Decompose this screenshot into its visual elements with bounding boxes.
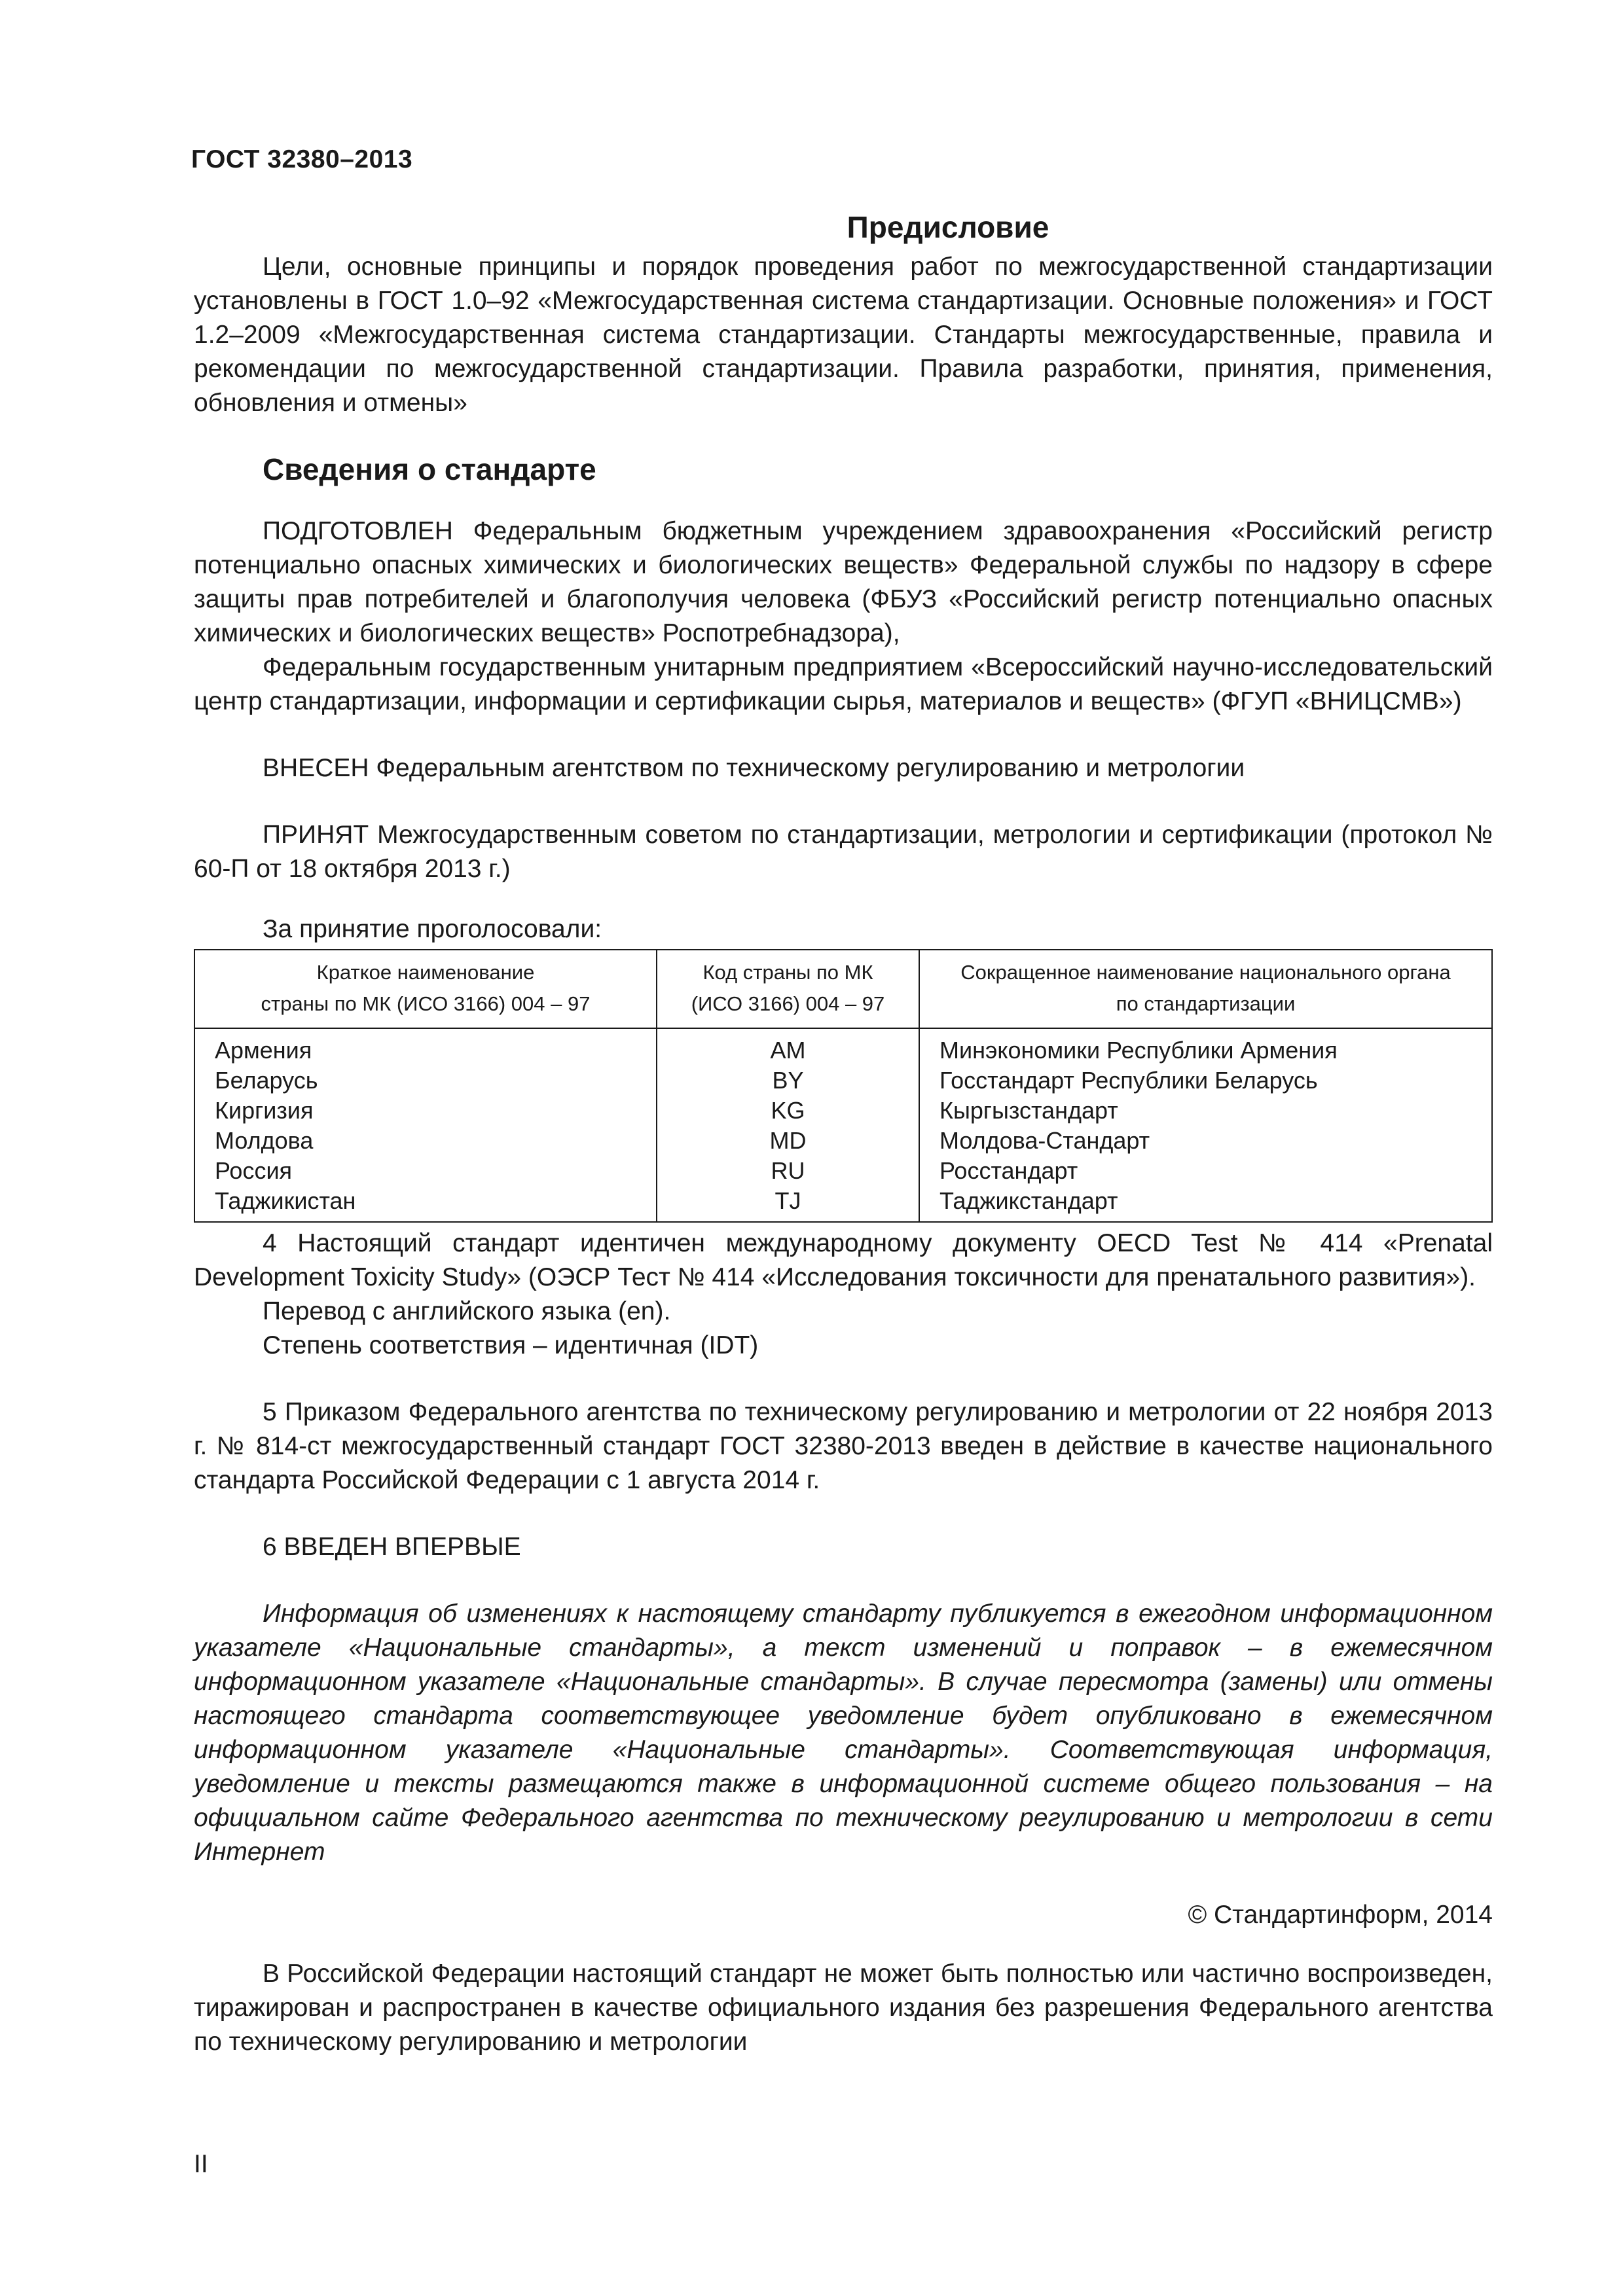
table-row (194, 1156, 1492, 1186)
country-name: Молдова (194, 1126, 657, 1156)
country-name: Таджикистан (194, 1186, 657, 1222)
national-body: Минэкономики Республики Армения (919, 1028, 1492, 1066)
table-row (194, 1096, 1492, 1126)
prepared-paragraph-1: ПОДГОТОВЛЕН Федеральным бюджетным учреждением здравоохранения «Российский регистр потенциально опасных химических и биологических веществ» Федеральной службы по надзору в сфере защиты прав потребителей и благополучия человека (ФБУЗ «Российский регистр потенциально опасных химических и биологических веществ» Роспотребнадзора), (194, 517, 1493, 647)
header-country-name-line1: Краткое наименование (316, 961, 535, 984)
country-name: Армения (194, 1028, 657, 1066)
country-code: BY (657, 1066, 919, 1096)
vote-label: За принятие проголосовали: (263, 915, 602, 943)
table-row (194, 1028, 1492, 1066)
introduced-paragraph: ВНЕСЕН Федеральным агентством по техническому регулированию и метрологии (263, 754, 1245, 782)
country-name: Беларусь (194, 1066, 657, 1096)
table-row (194, 1186, 1492, 1222)
header-country-code-line1: Код страны по МК (702, 961, 873, 984)
copyright-line: © Стандартинформ, 2014 (1188, 1901, 1493, 1929)
vote-table (194, 949, 1493, 1223)
country-code: MD (657, 1126, 919, 1156)
adopted-paragraph: ПРИНЯТ Межгосударственным советом по стандартизации, метрологии и сертификации (протокол № 60-П от 18 октября 2013 г.) (194, 821, 1493, 883)
country-code: RU (657, 1156, 919, 1186)
header-country-name-line2: страны по МК (ИСО 3166) 004 – 97 (261, 992, 591, 1015)
item-5-paragraph: 5 Приказом Федерального агентства по техническому регулированию и метрологии от 22 ноября 2013 г. № 814-ст межгосударственный стандарт ГОСТ 32380-2013 введен в действие в качестве национального стандарта Российской Федерации с 1 августа 2014 г. (194, 1398, 1493, 1494)
national-body: Молдова-Стандарт (919, 1126, 1492, 1156)
header-national-body-line2: по стандартизации (1116, 992, 1296, 1015)
document-code: ГОСТ 32380–2013 (191, 145, 413, 173)
reproduction-notice: В Российской Федерации настоящий стандарт не может быть полностью или частично воспроизведен, тиражирован и распространен в качестве официального издания без разрешения Федерального агентства по техническому регулированию и метрологии (194, 1960, 1493, 2056)
country-code: TJ (657, 1186, 919, 1222)
national-body: Госстандарт Республики Беларусь (919, 1066, 1492, 1096)
standard-info-title: Сведения о стандарте (263, 452, 596, 486)
header-country-code-line2: (ИСО 3166) 004 – 97 (691, 992, 885, 1015)
country-code: AM (657, 1028, 919, 1066)
item-4-conformity: Степень соответствия – идентичная (IDT) (263, 1331, 759, 1359)
prepared-paragraph-2: Федеральным государственным унитарным предприятием «Всероссийский научно-исследовательский центр стандартизации, информации и сертификации сырья, материалов и веществ» (ФГУП «ВНИЦСМВ») (194, 653, 1493, 715)
vote-table-header-row (194, 950, 1492, 1028)
foreword-title: Предисловие (847, 210, 1049, 244)
item-4-paragraph: 4 Настоящий стандарт идентичен международному документу OECD Test № 414 «Prenatal Development Toxicity Study» (ОЭСР Тест № 414 «Исследования токсичности для пренатального развития»). (194, 1229, 1493, 1291)
header-national-body-line1: Сокращенное наименование национального органа (960, 961, 1451, 984)
country-name: Киргизия (194, 1096, 657, 1126)
header-country-name (194, 950, 657, 1028)
country-code: KG (657, 1096, 919, 1126)
national-body: Таджикстандарт (919, 1186, 1492, 1222)
page-number: II (194, 2150, 208, 2178)
changes-info-paragraph: Информация об изменениях к настоящему стандарту публикуется в ежегодном информационном указателе «Национальные стандарты», а текст изменений и поправок – в ежемесячном информационном указателе «Национальные стандарты». В случае пересмотра (замены) или отмены настоящего стандарта соответствующее уведомление будет опубликовано в ежемесячном информационном указателе «Национальные стандарты». Соответствующая информация, уведомление и тексты размещаются также в информационной системе общего пользования – на официальном сайте Федерального агентства по техническому регулированию и метрологии в сети Интернет (194, 1600, 1493, 1866)
table-row (194, 1126, 1492, 1156)
national-body: Росстандарт (919, 1156, 1492, 1186)
page-content (194, 204, 1493, 2059)
national-body: Кыргызстандарт (919, 1096, 1492, 1126)
item-6-paragraph: 6 ВВЕДЕН ВПЕРВЫЕ (263, 1533, 521, 1561)
country-name: Россия (194, 1156, 657, 1186)
item-4-translation: Перевод с английского языка (en). (263, 1297, 671, 1325)
foreword-paragraph: Цели, основные принципы и порядок проведения работ по межгосударственной стандартизации установлены в ГОСТ 1.0–92 «Межгосударственная система стандартизации. Основные положения» и ГОСТ 1.2–2009 «Межгосударственная система стандартизации. Стандарты межгосударственные, правила и рекомендации по межгосударственной стандартизации. Правила разработки, принятия, применения, обновления и отмены» (194, 253, 1493, 417)
table-row (194, 1066, 1492, 1096)
header-national-body (919, 950, 1492, 1028)
header-country-code (657, 950, 919, 1028)
